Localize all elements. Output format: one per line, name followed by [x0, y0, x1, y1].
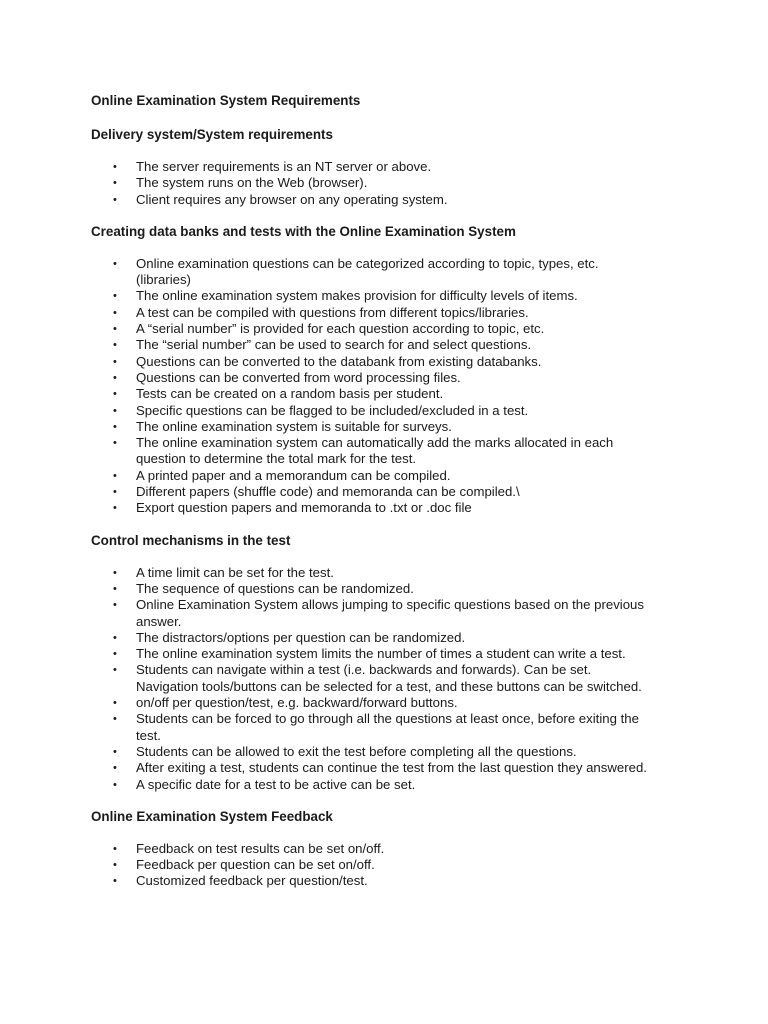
bullet-icon: • — [113, 323, 117, 336]
list-item — [91, 873, 691, 889]
list-item-text: Specific questions can be flagged to be included/excluded in a test. — [136, 402, 529, 418]
list-item-text: Feedback per question can be set on/off. — [136, 857, 375, 873]
bullet-icon: • — [113, 762, 117, 775]
list-item-text: Export question papers and memoranda to .txt or .doc file — [136, 500, 472, 516]
list-item-text: The online examination system limits the number of times a student can write a test. — [136, 646, 626, 662]
bullet-icon: • — [113, 631, 117, 644]
bullet-icon: • — [113, 486, 117, 499]
section-heading-online-examination-system-feedback: Online Examination System Feedback — [91, 808, 333, 824]
bullet-icon: • — [113, 371, 117, 384]
list-item-text: Customized feedback per question/test. — [136, 873, 368, 889]
bullet-icon: • — [113, 339, 117, 352]
list-item — [91, 337, 691, 353]
list-item — [91, 500, 691, 516]
list-item — [91, 435, 691, 468]
list-item-text: Students can navigate within a test (i.e. backwards and forwards). Can be set. Navigation tools/buttons can be selected for a test, and these buttons can be switched. — [136, 662, 642, 694]
list-item — [91, 321, 691, 337]
list-item — [91, 630, 691, 646]
list-item-text: Students can be allowed to exit the test before completing all the questions. — [136, 743, 577, 759]
list-item-text: Online Examination System allows jumping to specific questions based on the previous answer. — [136, 597, 644, 629]
bullet-icon: • — [113, 648, 117, 661]
document-body — [91, 92, 691, 905]
bullet-icon: • — [113, 566, 117, 579]
list-item-text: Client requires any browser on any operating system. — [136, 191, 448, 207]
bullet-icon: • — [113, 257, 117, 270]
list-item-text: The system runs on the Web (browser). — [136, 175, 368, 191]
bullet-icon: • — [113, 420, 117, 433]
list-item — [91, 662, 691, 695]
list-item — [91, 354, 691, 370]
document-title: Online Examination System Requirements — [91, 93, 361, 108]
list-item — [91, 370, 691, 386]
list-item — [91, 857, 691, 873]
list-item — [91, 256, 691, 289]
bullet-icon: • — [113, 355, 117, 368]
list-item-text: on/off per question/test, e.g. backward/forward buttons. — [136, 695, 458, 711]
bullet-icon: • — [113, 697, 117, 710]
sections-container — [91, 126, 691, 890]
bullet-icon: • — [113, 177, 117, 190]
list-item — [91, 597, 691, 630]
list-item-text: The sequence of questions can be randomized. — [136, 580, 414, 596]
bullet-icon: • — [113, 502, 117, 515]
bullet-icon: • — [113, 582, 117, 595]
list-item — [91, 305, 691, 321]
list-item — [91, 192, 691, 208]
section-heading-control-mechanisms-in-the-test: Control mechanisms in the test — [91, 532, 291, 548]
list-item — [91, 841, 691, 857]
list-item-text: Questions can be converted from word processing files. — [136, 369, 461, 385]
bullet-icon: • — [113, 469, 117, 482]
bullet-list — [91, 159, 691, 208]
list-item-text: A time limit can be set for the test. — [136, 564, 334, 580]
bullet-icon: • — [113, 404, 117, 417]
list-item — [91, 419, 691, 435]
bullet-icon: • — [113, 842, 117, 855]
list-item-text: A test can be compiled with questions from different topics/libraries. — [136, 304, 529, 320]
list-item — [91, 175, 691, 191]
list-item-text: The online examination system makes provision for difficulty levels of items. — [136, 288, 578, 304]
list-item-text: Online examination questions can be categorized according to topic, types, etc. (libraries) — [136, 255, 599, 288]
bullet-list — [91, 256, 691, 517]
list-item-text: The online examination system can automatically add the marks allocated in each question to determine the total mark for the test. — [136, 435, 614, 467]
list-item — [91, 777, 691, 793]
bullet-icon: • — [113, 388, 117, 401]
list-item — [91, 760, 691, 776]
bullet-icon: • — [113, 778, 117, 791]
list-item-text: A specific date for a test to be active can be set. — [136, 776, 416, 792]
list-item — [91, 484, 691, 500]
bullet-icon: • — [113, 713, 117, 726]
list-item — [91, 744, 691, 760]
list-item — [91, 468, 691, 484]
bullet-icon: • — [113, 306, 117, 319]
bullet-icon: • — [113, 599, 117, 612]
list-item-text: A printed paper and a memorandum can be compiled. — [136, 467, 451, 483]
section-heading-creating-data-banks-and-tests-with-the-online-examination-system: Creating data banks and tests with the Online Examination System — [91, 223, 516, 239]
bullet-icon: • — [113, 290, 117, 303]
list-item — [91, 711, 691, 744]
list-item — [91, 288, 691, 304]
list-item — [91, 403, 691, 419]
bullet-icon: • — [113, 875, 117, 888]
list-item-text: The server requirements is an NT server or above. — [136, 159, 432, 174]
list-item — [91, 646, 691, 662]
list-item-text: Students can be forced to go through all the questions at least once, before exiting the test. — [136, 711, 639, 743]
list-item-text: Questions can be converted to the databank from existing databanks. — [136, 353, 542, 369]
bullet-icon: • — [113, 859, 117, 872]
bullet-icon: • — [113, 745, 117, 758]
list-item — [91, 581, 691, 597]
list-item-text: The “serial number” can be used to search for and select questions. — [136, 337, 532, 353]
bullet-icon: • — [113, 193, 117, 206]
list-item-text: After exiting a test, students can continue the test from the last question they answered. — [136, 760, 647, 776]
bullet-icon: • — [113, 664, 117, 677]
bullet-list — [91, 565, 691, 793]
bullet-icon: • — [113, 161, 117, 173]
bullet-list — [91, 841, 691, 890]
list-item-text: Tests can be created on a random basis per student. — [136, 386, 444, 402]
list-item — [91, 386, 691, 402]
list-item-text: The online examination system is suitable for surveys. — [136, 418, 452, 434]
section-heading-delivery-system-system-requirements: Delivery system/System requirements — [91, 127, 333, 142]
list-item — [91, 159, 691, 175]
bullet-icon: • — [113, 437, 117, 450]
list-item-text: Feedback on test results can be set on/off. — [136, 840, 385, 856]
list-item-text: The distractors/options per question can be randomized. — [136, 629, 466, 645]
list-item-text: A “serial number” is provided for each question according to topic, etc. — [136, 321, 545, 337]
list-item — [91, 695, 691, 711]
list-item — [91, 565, 691, 581]
list-item-text: Different papers (shuffle code) and memoranda can be compiled.\ — [136, 484, 520, 500]
